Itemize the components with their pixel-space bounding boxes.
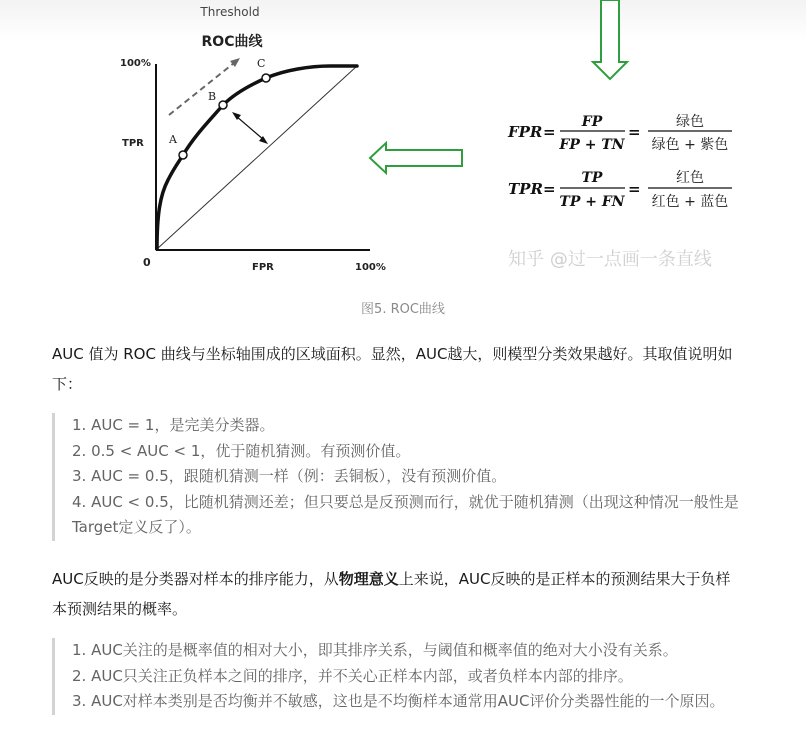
blockquote-auc-values [52,413,742,541]
threshold-arrowhead-icon [230,58,240,67]
p2-bold-term: 物理意义 [338,570,399,588]
fpr-equals-2: = [628,123,641,141]
point-b-label: B [208,90,217,103]
figure-caption: 图5. ROC曲线 [361,302,445,317]
x-max-label: 100% [355,262,386,273]
y-axis-label: TPR [122,138,144,149]
fpr-cn-numerator: 绿色 [676,114,704,130]
point-b-marker [219,101,227,109]
blockquote-auc-properties [52,638,742,715]
tpr-formula [508,170,732,210]
quote2-item-2: 2. AUC只关注正负样本之间的排序，并不关心正样本内部，或者负样本内部的排序。 [72,666,633,685]
tpr-equals-1: = [543,180,556,198]
y-max-label: 100% [120,58,151,69]
roc-figure-graphic [0,0,806,290]
tpr-equals-2: = [628,180,641,198]
p2-after: 上来说，AUC反映的是正样本的预测结果大于负样本预测结果的概率。 [52,570,731,618]
fpr-formula [507,114,732,153]
watermark: 知乎 @过一点画一条直线 [508,249,712,270]
x-axis-label: FPR [252,262,274,273]
tpr-cn-numerator: 红色 [676,170,704,186]
point-c-label: C [257,57,266,70]
quote2-item-3: 3. AUC对样本类别是否均衡并不敏感，这也是不均衡样本通常用AUC评价分类器性能的一个原因。 [72,692,725,710]
fpr-cn-denominator: 绿色 + 紫色 [651,137,729,153]
tpr-denominator: TP + FN [559,194,625,210]
chart-title: ROC曲线 [201,34,263,50]
fpr-lhs: FPR [508,123,543,141]
fpr-equals-1: = [543,123,556,141]
paragraph-auc-meaning [52,564,742,624]
tpr-lhs: TPR [508,180,543,198]
double-arrow-icon [232,112,268,144]
quote1-item-4: 4. AUC < 0.5，比随机猜测还差；但只要总是反预测而行，就优于随机猜测（出现这种情况一般性是Target定义反了）。 [72,492,739,536]
roc-figure [0,0,806,290]
chart-axes [156,64,370,250]
tpr-numerator: TP [581,170,603,186]
quote2-item-1: 1. AUC关注的是概率值的相对大小，即其排序关系，与阈值和概率值的绝对大小没有关系。 [72,641,678,659]
quote1-item-3: 3. AUC = 0.5，跟随机猜测一样（例：丢铜板），没有预测价值。 [72,467,507,485]
quote1-item-2: 2. 0.5 < AUC < 1，优于随机猜测。有预测价值。 [72,441,411,460]
point-c-marker [262,74,270,82]
point-a-label: A [169,133,177,146]
left-arrow-icon [370,143,462,173]
quote1-item-1: 1. AUC = 1，是完美分类器。 [72,416,275,434]
fpr-denominator: FP + TN [559,137,625,153]
down-arrow-icon [593,0,627,79]
fpr-numerator: FP [581,114,603,130]
paragraph-auc-definition: AUC 值为 ROC 曲线与坐标轴围成的区域面积。显然，AUC越大，则模型分类效果越好。其取值说明如下： [52,345,733,393]
origin-label: 0 [143,256,151,269]
point-a-marker [179,151,187,159]
p2-before: AUC反映的是分类器对样本的排序能力，从 [52,570,339,588]
tpr-cn-denominator: 红色 + 蓝色 [651,194,729,210]
threshold-label: Threshold [200,5,260,19]
